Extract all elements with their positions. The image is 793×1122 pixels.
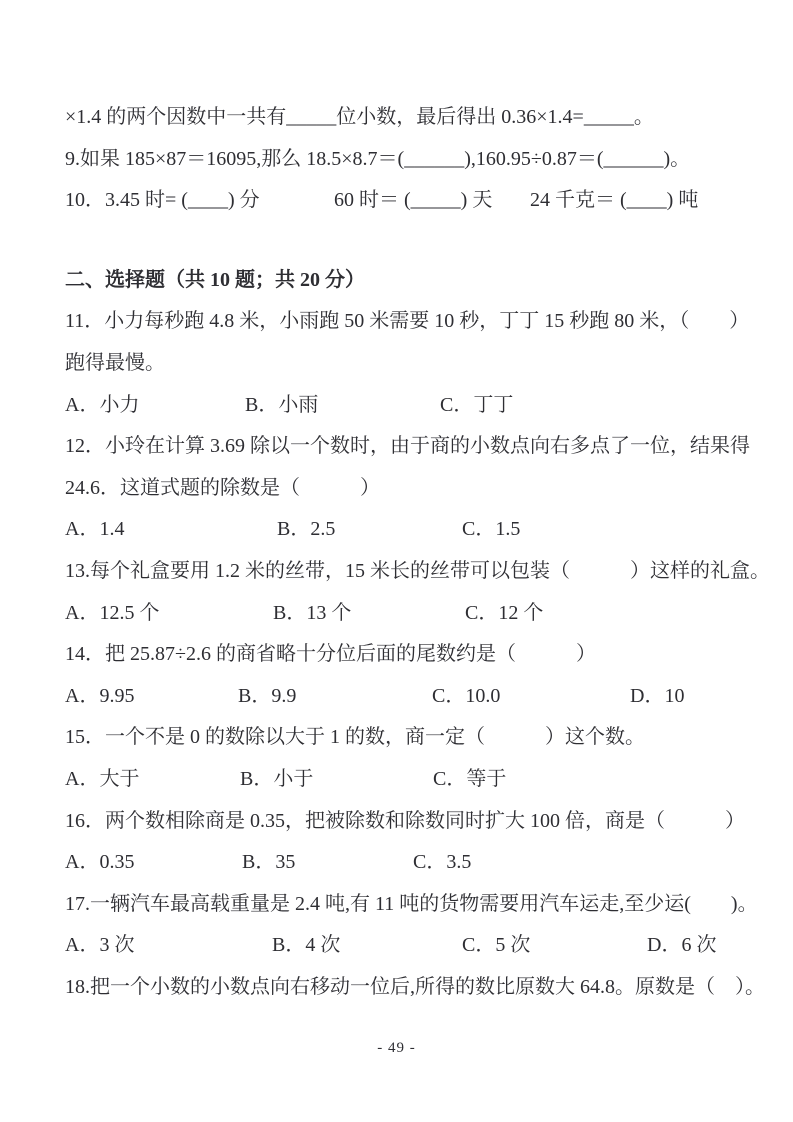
option-item: A．小力 bbox=[65, 393, 140, 416]
option-item: C．1.5 bbox=[462, 518, 521, 541]
question-16-options bbox=[0, 842, 793, 884]
question-13 bbox=[0, 551, 793, 593]
question-14 bbox=[0, 634, 793, 676]
option-item: B．2.5 bbox=[277, 518, 336, 541]
section-2-heading bbox=[0, 260, 793, 302]
option-item: C．3.5 bbox=[413, 851, 472, 874]
line-text: 17.一辆汽车最高载重量是 2.4 吨,有 11 吨的货物需要用汽车运走,至少运( )。 bbox=[65, 892, 758, 915]
option-item: B．13 个 bbox=[273, 601, 352, 624]
question-12-options bbox=[0, 509, 793, 551]
question-11-line-1 bbox=[0, 301, 793, 343]
option-item: B．9.9 bbox=[238, 684, 297, 707]
line-text: 16．两个数相除商是 0.35，把被除数和除数同时扩大 100 倍，商是（ ） bbox=[65, 809, 745, 832]
option-item: B．小雨 bbox=[245, 393, 319, 416]
blank-line bbox=[0, 222, 793, 260]
question-15-options bbox=[0, 759, 793, 801]
question-12-line-2 bbox=[0, 468, 793, 510]
question-segment: 10．3.45 时= (____) 分 bbox=[65, 189, 260, 212]
option-item: B．4 次 bbox=[272, 934, 341, 957]
question-17 bbox=[0, 884, 793, 926]
option-item: C．5 次 bbox=[462, 934, 531, 957]
question-16 bbox=[0, 801, 793, 843]
option-item: C．丁丁 bbox=[440, 393, 514, 416]
question-17-options bbox=[0, 925, 793, 967]
question-15 bbox=[0, 717, 793, 759]
option-item: A．1.4 bbox=[65, 518, 125, 541]
document-body bbox=[0, 97, 793, 1008]
section-heading-label: 二、选择题（共 10 题；共 20 分） bbox=[65, 268, 365, 291]
question-9 bbox=[0, 139, 793, 181]
option-item: A．大于 bbox=[65, 767, 140, 790]
option-item: A．12.5 个 bbox=[65, 601, 160, 624]
page-number: - 49 - bbox=[377, 1040, 416, 1056]
question-11-options bbox=[0, 385, 793, 427]
question-segment: 24 千克＝ (____) 吨 bbox=[530, 189, 699, 212]
question-11-line-2 bbox=[0, 343, 793, 385]
option-item: A．3 次 bbox=[65, 934, 135, 957]
line-text: 14．把 25.87÷2.6 的商省略十分位后面的尾数约是（ ） bbox=[65, 643, 596, 666]
question-14-options bbox=[0, 676, 793, 718]
option-item: A．9.95 bbox=[65, 684, 135, 707]
question-segment: 60 时＝ (_____) 天 bbox=[334, 189, 493, 212]
question-8-continuation bbox=[0, 97, 793, 139]
line-text: 12．小玲在计算 3.69 除以一个数时，由于商的小数点向右多点了一位，结果得 bbox=[65, 435, 750, 458]
line-text: ×1.4 的两个因数中一共有_____位小数，最后得出 0.36×1.4=_____。 bbox=[65, 106, 654, 128]
line-text: 11．小力每秒跑 4.8 米，小雨跑 50 米需要 10 秒，丁丁 15 秒跑 80 米，（ ） bbox=[65, 310, 750, 333]
option-item: D．6 次 bbox=[647, 934, 717, 957]
option-item: A．0.35 bbox=[65, 851, 135, 874]
line-text: 24.6．这道式题的除数是（ ） bbox=[65, 476, 380, 499]
line-text: 15．一个不是 0 的数除以大于 1 的数，商一定（ ）这个数。 bbox=[65, 726, 645, 749]
option-item: C．等于 bbox=[433, 767, 507, 790]
line-text: 9.如果 185×87＝16095,那么 18.5×8.7＝(______),160.95÷0.87＝(______)。 bbox=[65, 147, 691, 170]
line-text: 18.把一个小数的小数点向右移动一位后,所得的数比原数大 64.8。原数是（ ）。 bbox=[65, 975, 765, 998]
option-item: C．10.0 bbox=[432, 684, 501, 707]
line-text: 13.每个礼盒要用 1.2 米的丝带，15 米长的丝带可以包装（ ）这样的礼盒。 bbox=[65, 559, 770, 582]
option-item: C．12 个 bbox=[465, 601, 544, 624]
option-item: D．10 bbox=[630, 684, 685, 707]
line-text: 跑得最慢。 bbox=[65, 351, 165, 374]
page-footer bbox=[0, 1036, 793, 1060]
option-item: B．小于 bbox=[240, 767, 314, 790]
option-item: B．35 bbox=[242, 851, 296, 874]
question-18 bbox=[0, 967, 793, 1009]
question-12-line-1 bbox=[0, 426, 793, 468]
question-13-options bbox=[0, 593, 793, 635]
question-10 bbox=[0, 180, 793, 222]
